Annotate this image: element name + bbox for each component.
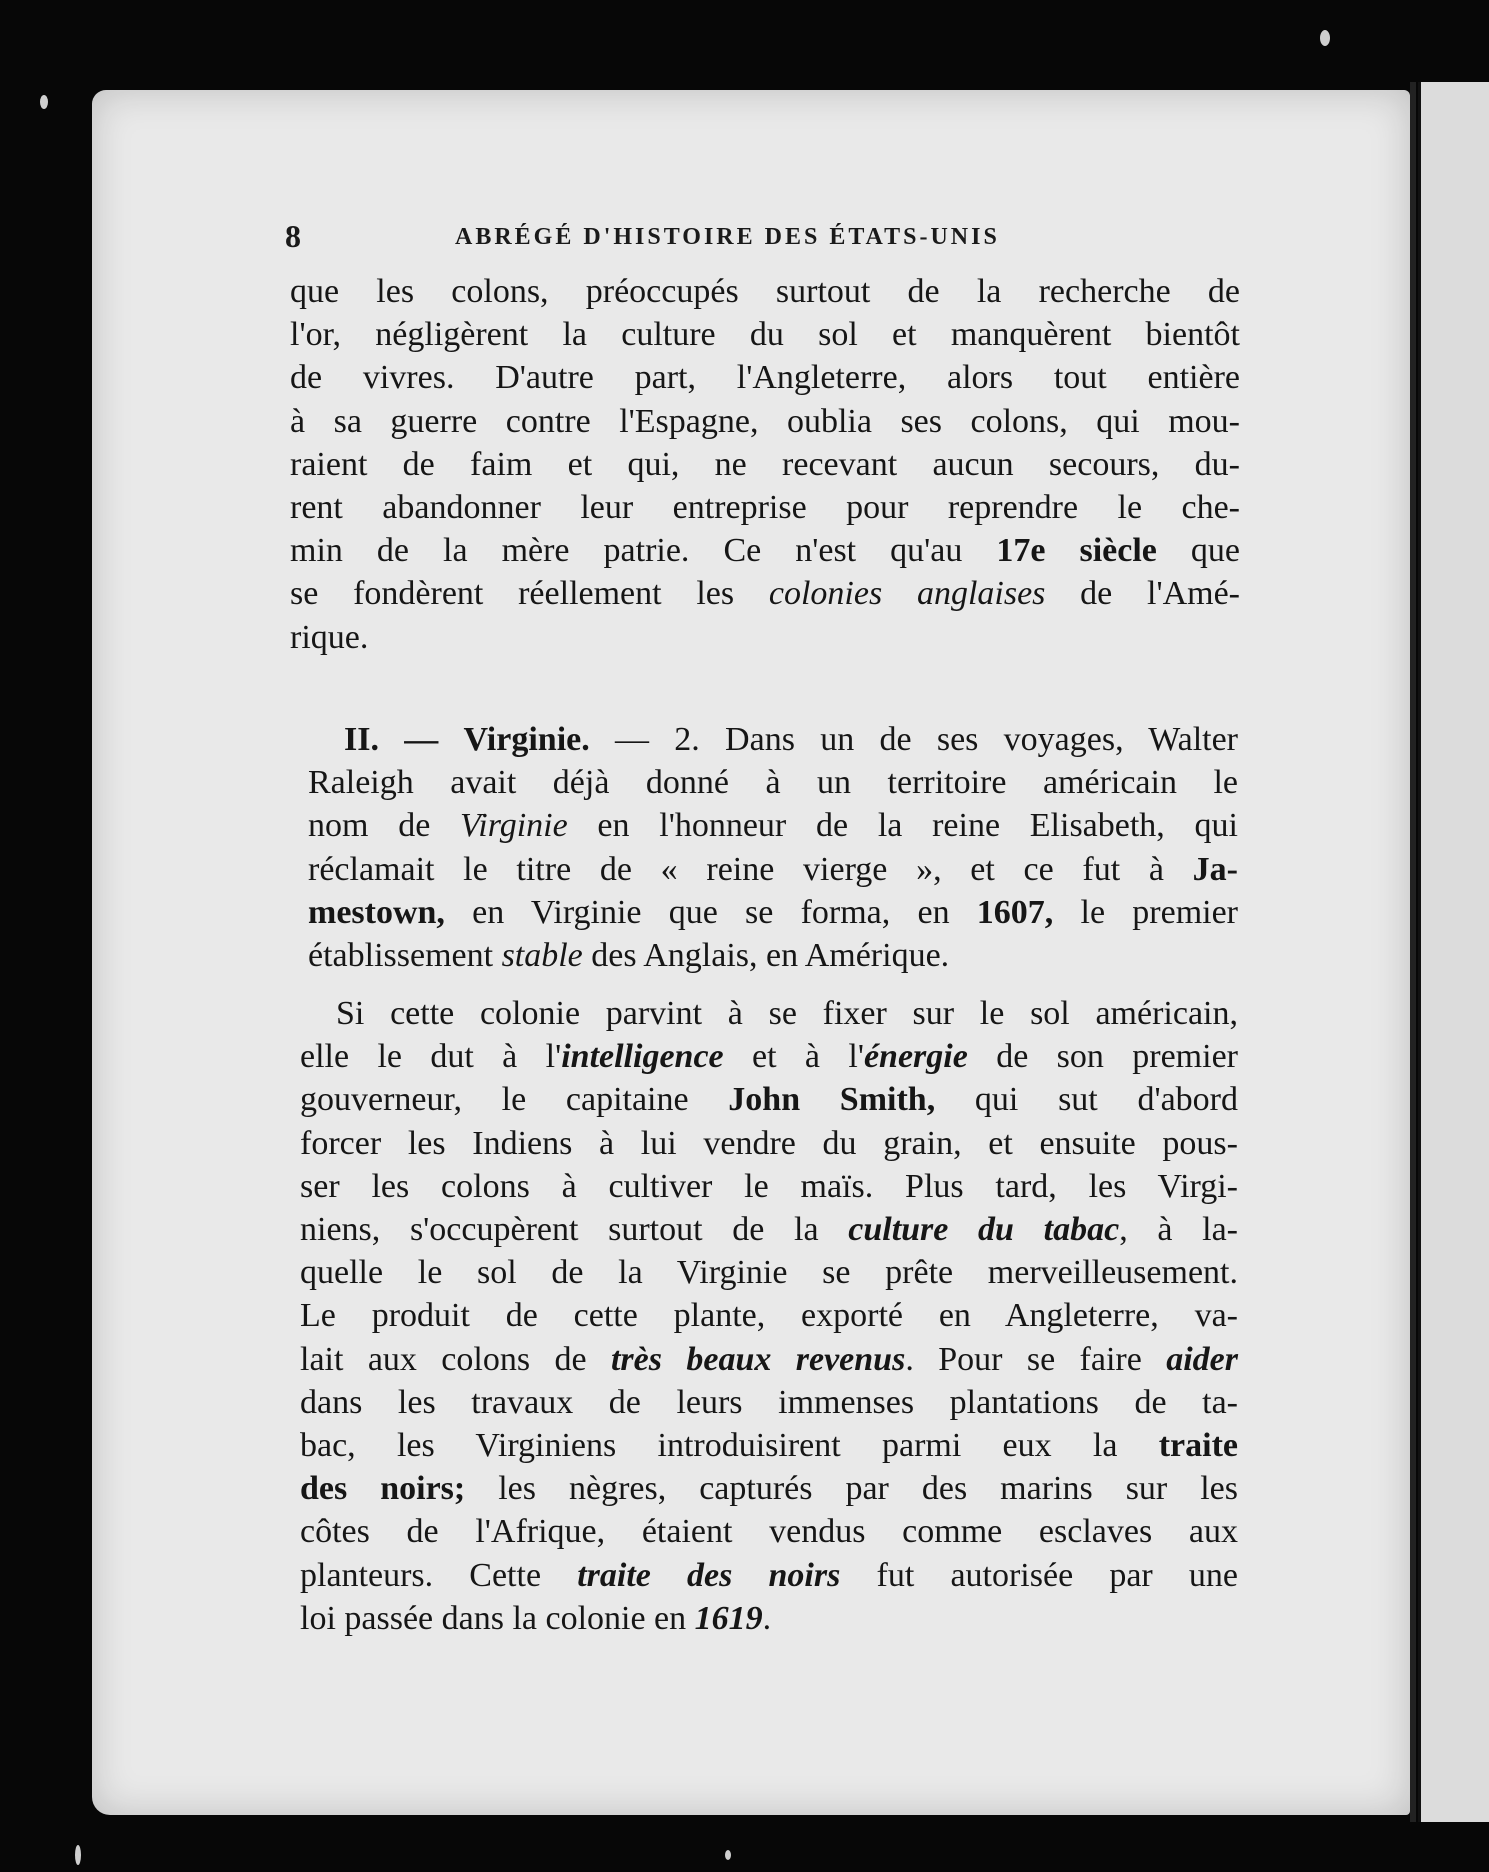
text-line: quelle le sol de la Virginie se prête merveilleusement. xyxy=(300,1254,1238,1292)
emphasis-bold: 1607, xyxy=(976,893,1054,931)
emphasis-bold: mestown, xyxy=(308,893,445,931)
section-title: Virginie. xyxy=(463,721,590,758)
emphasis-bold: des noirs; xyxy=(300,1470,466,1508)
text-line: elle le dut à l'intelligence et à l'énergie de son premier xyxy=(300,1038,1238,1076)
scan-speck xyxy=(75,1845,81,1865)
text-line: Raleigh avait déjà donné à un territoire américain le xyxy=(308,764,1238,802)
text-line: de vivres. D'autre part, l'Angleterre, alors tout entière xyxy=(290,359,1240,397)
paragraph-1 xyxy=(290,270,1240,659)
emphasis-italic: culture du tabac xyxy=(848,1211,1120,1249)
text-line: rique. xyxy=(290,618,369,656)
text-line: à sa guerre contre l'Espagne, oublia ses colons, qui mou- xyxy=(290,402,1240,440)
text-line: l'or, négligèrent la culture du sol et manquèrent bientôt xyxy=(290,316,1240,354)
section-heading-line: II. — Virginie. — 2. Dans un de ses voyages, Walter xyxy=(344,721,1238,758)
text-line: planteurs. Cette traite des noirs fut autorisée par une xyxy=(300,1556,1238,1594)
text-line: forcer les Indiens à lui vendre du grain, et ensuite pous- xyxy=(300,1124,1238,1162)
emphasis-italic: aider xyxy=(1166,1340,1238,1378)
scan-speck xyxy=(725,1850,731,1860)
text-line: dans les travaux de leurs immenses plantations de ta- xyxy=(300,1383,1238,1421)
emphasis-italic: traite des noirs xyxy=(577,1556,841,1594)
text-line: des noirs; les nègres, capturés par des marins sur les xyxy=(300,1470,1239,1508)
emphasis-bold: 17e siècle xyxy=(996,532,1157,570)
text-line: niens, s'occupèrent surtout de la culture du tabac, à la- xyxy=(300,1211,1238,1249)
text-line: établissement stable des Anglais, en Amérique. xyxy=(308,937,950,975)
text-line: lait aux colons de très beaux revenus. Pour se faire aider xyxy=(300,1340,1238,1378)
page-number: 8 xyxy=(285,218,301,254)
page-header xyxy=(285,218,1265,258)
emphasis-italic: 1619 xyxy=(694,1599,763,1637)
scan-speck xyxy=(40,95,48,109)
text-line: Si cette colonie parvint à se fixer sur le sol américain, xyxy=(336,995,1238,1032)
emphasis-bold: traite xyxy=(1158,1427,1238,1465)
book-spine xyxy=(1410,82,1416,1822)
text-line: rent abandonner leur entreprise pour reprendre le che- xyxy=(290,489,1240,527)
text-line: se fondèrent réellement les colonies anglaises de l'Amé- xyxy=(290,575,1240,613)
emphasis-italic: énergie xyxy=(863,1038,968,1076)
emphasis-italic: stable xyxy=(501,937,583,975)
paragraph-3 xyxy=(300,992,1238,1640)
text-line: ser les colons à cultiver le maïs. Plus tard, les Virgi- xyxy=(300,1167,1238,1205)
emphasis-bold: Ja- xyxy=(1192,850,1238,888)
emphasis-italic: colonies anglaises xyxy=(768,575,1046,613)
section-number: II. — xyxy=(344,721,439,758)
text-line: Le produit de cette plante, exporté en Angleterre, va- xyxy=(300,1297,1238,1335)
text-line: min de la mère patrie. Ce n'est qu'au 17e siècle que xyxy=(290,532,1240,570)
text-line: loi passée dans la colonie en 1619. xyxy=(300,1599,772,1637)
text-line: côtes de l'Afrique, étaient vendus comme esclaves aux xyxy=(300,1513,1238,1551)
emphasis-italic: intelligence xyxy=(561,1038,724,1076)
text-line: réclamait le titre de « reine vierge », et ce fut à Ja- xyxy=(308,850,1238,888)
text-line: gouverneur, le capitaine John Smith, qui sut d'abord xyxy=(300,1081,1238,1119)
section-virginie xyxy=(308,718,1238,977)
adjacent-page-edge xyxy=(1418,82,1489,1822)
emphasis-italic: très beaux revenus xyxy=(610,1340,906,1378)
scan-speck xyxy=(1320,30,1330,46)
text-line: bac, les Virginiens introduisirent parmi eux la traite xyxy=(300,1427,1238,1465)
emphasis-italic: Virginie xyxy=(460,807,568,845)
text-line: nom de Virginie en l'honneur de la reine Elisabeth, qui xyxy=(308,807,1238,845)
running-title: ABRÉGÉ D'HISTOIRE DES ÉTATS-UNIS xyxy=(455,224,1000,250)
text-line: raient de faim et qui, ne recevant aucun secours, du- xyxy=(290,445,1240,483)
emphasis-bold: John Smith, xyxy=(728,1081,936,1119)
text-line: mestown, en Virginie que se forma, en 1607, le premier xyxy=(308,893,1238,931)
text-line: que les colons, préoccupés surtout de la recherche de xyxy=(290,273,1240,310)
